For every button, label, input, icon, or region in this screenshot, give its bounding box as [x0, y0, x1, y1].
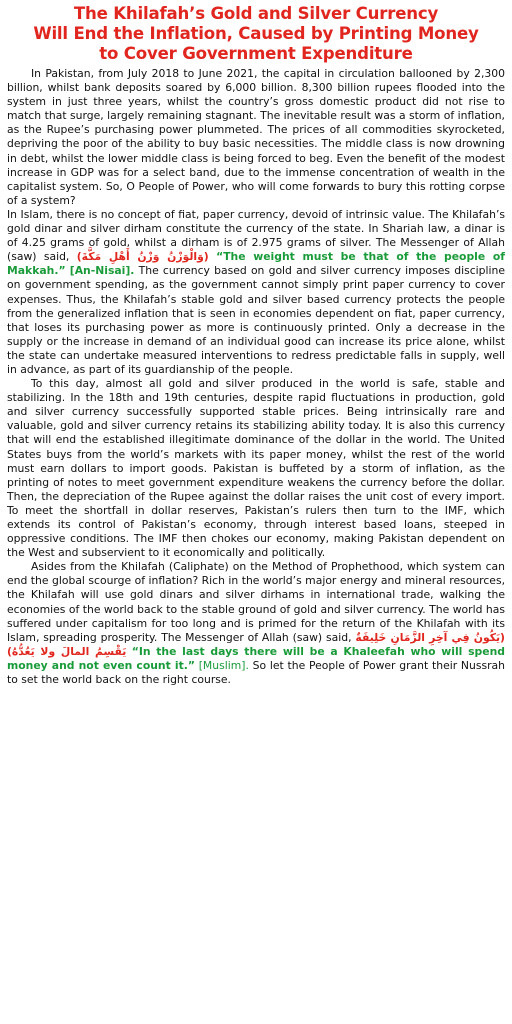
hadith-source-1: [An-Nisai]. [69, 264, 135, 278]
title-line-3: to Cover Government Expenditure [99, 44, 413, 63]
paragraph-4 [7, 560, 505, 687]
paragraph-2-intro: In Islam, there is no concept of fiat, paper currency, devoid of intrinsic value. The Khilafah’s gold dinar and silver dirham constitute the currency of the state. In Shariah law, a dinar is of 4.25 grams of gold, whilst a dirham is of 2.975 grams of silver. The Messenger of Allah (saw) said, [7, 207, 505, 264]
hadith-translation-2: “In the last days there will be a Khaleefah who will spend money and not even count it.” [7, 644, 505, 672]
title-line-2: Will End the Inflation, Caused by Printing Money [33, 24, 479, 43]
article-body [7, 67, 505, 687]
article-title [7, 4, 505, 64]
title-line-1: The Khilafah’s Gold and Silver Currency [73, 4, 439, 23]
hadith-source-2: [Muslim]. [198, 658, 249, 672]
paragraph-4-intro: Asides from the Khilafah (Caliphate) on the Method of Prophethood, which system can end the global scourge of inflation? Rich in the world’s major energy and mineral resources, the Khilafah will use gold dinars and silver dirhams in international trade, walking the economies of the world back to the stable ground of gold and silver currency. The world has suffered under capitalism for too long and is primed for the return of the Khilafah with its Islam, spreading prosperity. The Messenger of Allah (saw) said, [7, 560, 505, 644]
paragraph-3: To this day, almost all gold and silver produced in the world is safe, stable and stabilizing. In the 18th and 19th centuries, despite rapid fluctuations in production, gold and silver currency successfully supported stable prices. Being intrinsically rare and valuable, gold and silver currency retains its stabilizing ability today. It is also this currency that will end the established illegitimate dominance of the dollar in the world. The United States buys from the world’s markets with its paper money, whilst the rest of the world must earn dollars to import goods. Pakistan is buffeted by a storm of inflation, as the printing of notes to meet government expenditure weakens the currency before the dollar. Then, the depreciation of the Rupee against the dollar raises the unit cost of every import. To meet the shortfall in dollar reserves, Pakistan’s rulers then turn to the IMF, which extends its control of Pakistan’s economy, through interest based loans, steeped in oppressive conditions. The IMF then chokes our economy, making Pakistan dependent on the West and subservient to it economically and politically. [7, 377, 505, 560]
hadith-translation-1: “The weight must be that of the people of Makkah.” [7, 250, 505, 278]
arabic-hadith-1: (وَالْوَزْنُ وَزْنُ أَهْلِ مَكَّةَ) [76, 250, 209, 264]
arabic-hadith-2: (يَكُونُ فِي آخِرِ الزَّمَانِ خَلِيفَةٌ يَقْسِمُ المالَ ولا يَعُدُّهُ) [7, 630, 505, 658]
paragraph-1: In Pakistan, from July 2018 to June 2021, the capital in circulation ballooned by 2,300 billion, whilst bank deposits soared by 6,000 billion. 8,300 billion rupees flooded into the system in just three years, whilst the country’s gross domestic product did not rise to match that surge, largely remaining stagnant. The inevitable result was a storm of inflation, as the Rupee’s purchasing power plummeted. The prices of all commodities skyrocketed, depriving the poor of the ability to buy basic necessities. The middle class is now drowning in debt, whilst the lower middle class is being forced to beg. Even the benefit of the modest increase in GDP was for a select band, due to the immense concentration of wealth in the capitalist system. So, O People of Power, who will come forwards to bury this rotting corpse of a system? [7, 67, 505, 207]
paragraph-2 [7, 208, 505, 377]
paragraph-2-rest: The currency based on gold and silver currency imposes discipline on government spending, as the government cannot simply print paper currency to cover expenses. Thus, the Khilafah’s stable gold and silver based currency protects the people from the generalized inflation that is seen in economies dependent on fiat, paper currency, that loses its purchasing power as more is continuously printed. Only a decrease in the supply or the increase in demand of an individual good can increase its price alone, whilst the state can undertake measured interventions to redress predictable falls in supply, well in advance, as part of its guardianship of the people. [7, 264, 505, 376]
paragraph-4-rest: So let the People of Power grant their Nussrah to set the world back on the right course. [7, 658, 505, 687]
